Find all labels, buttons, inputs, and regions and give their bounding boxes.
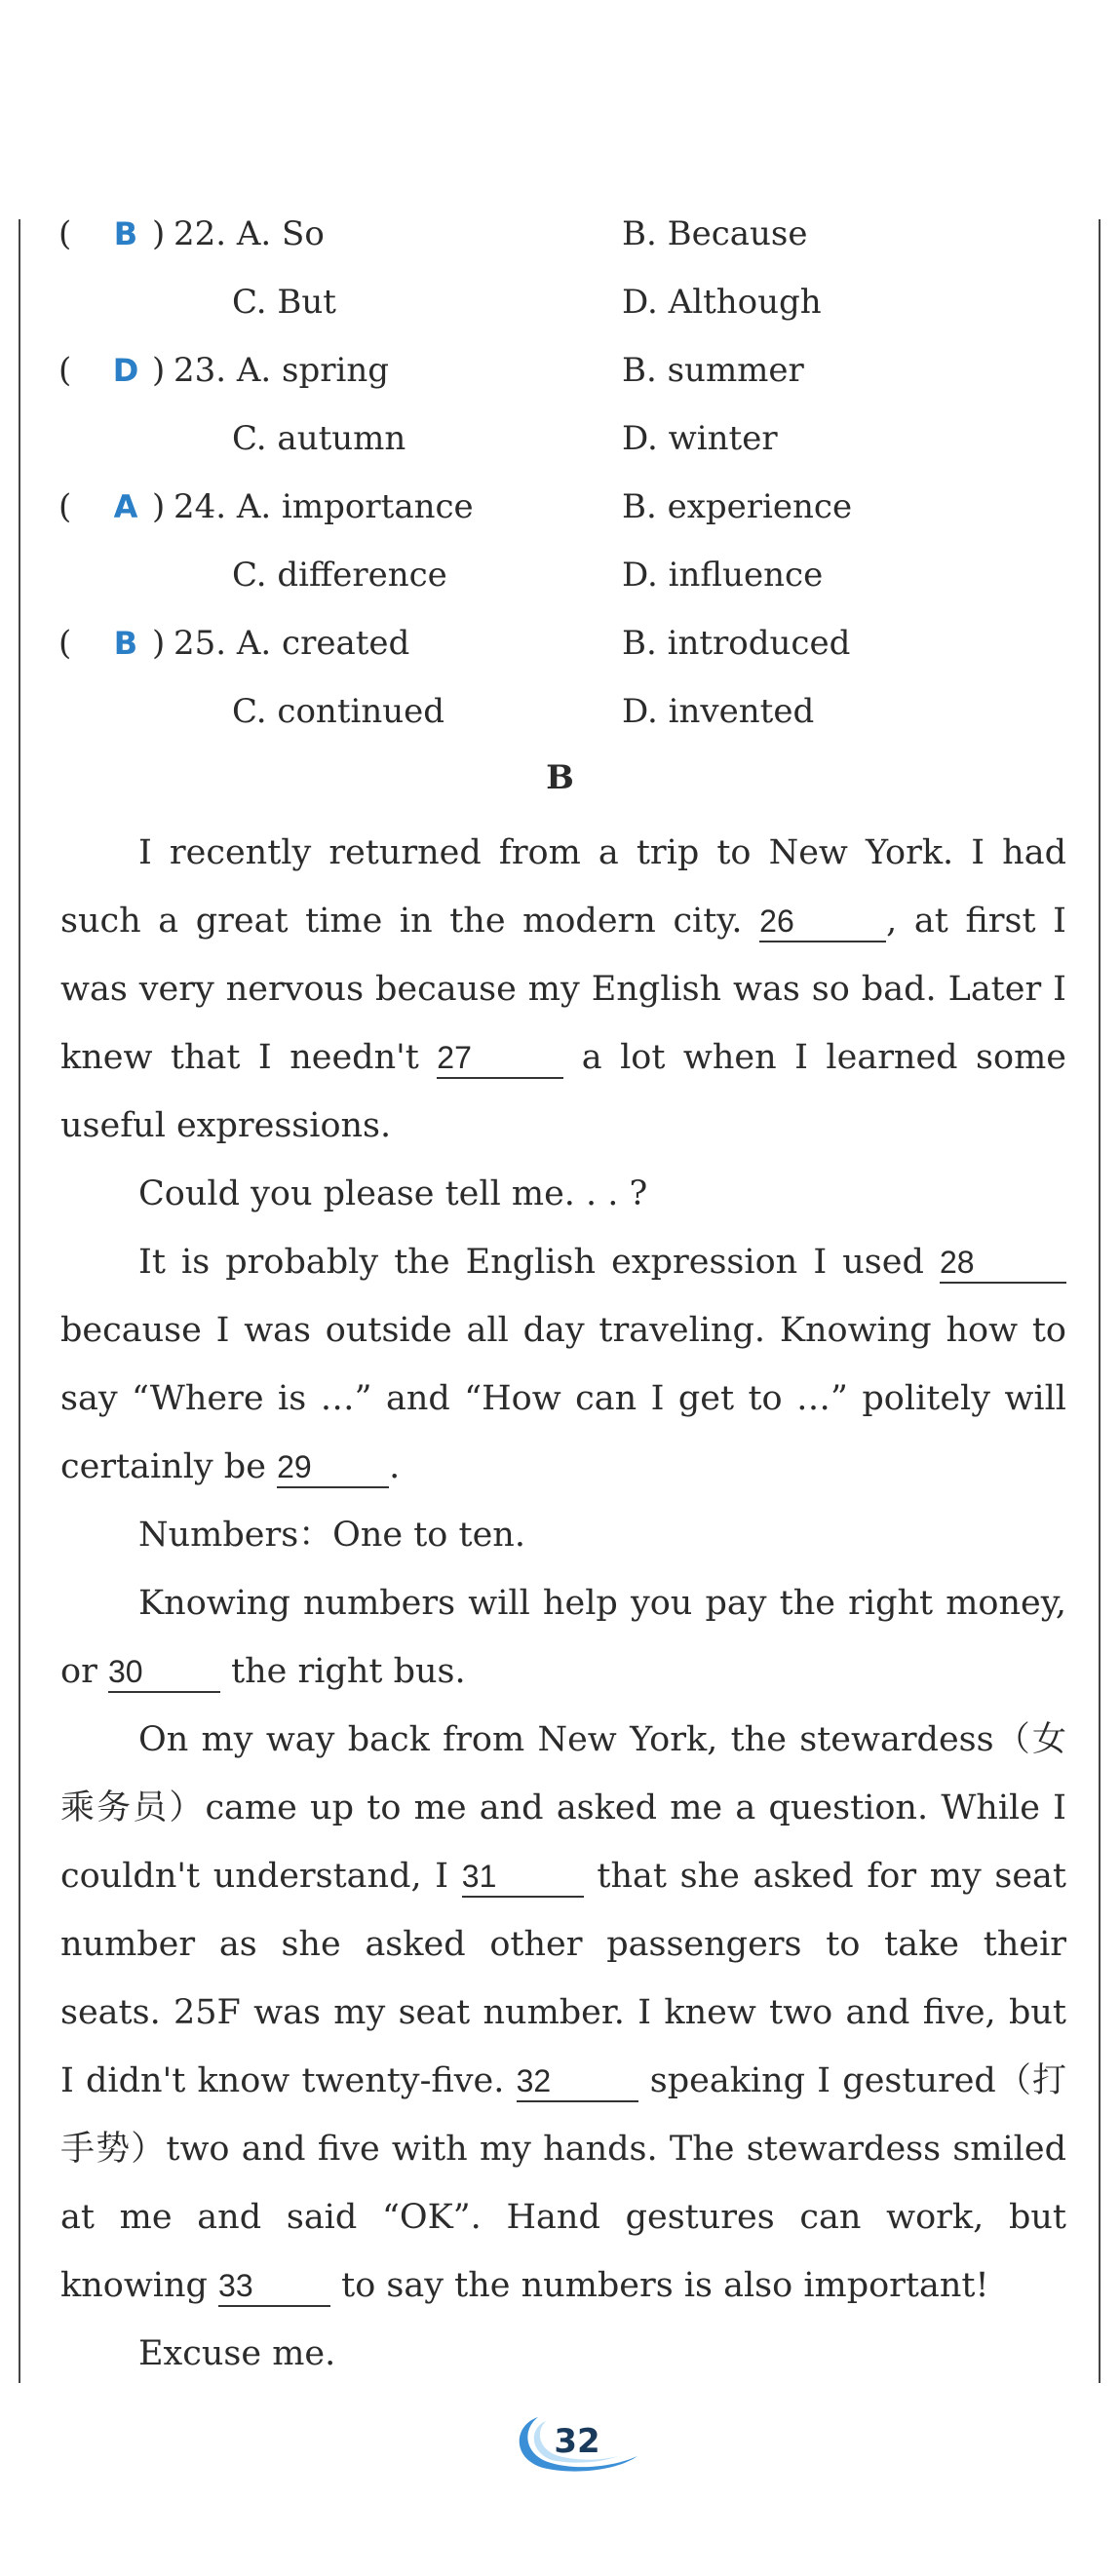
text: because I was outside all day traveling. Knowing how to say “Where is …” and “How can I get to …” politely will certainly be	[60, 1311, 1066, 1486]
close-paren: )	[152, 487, 166, 526]
left-margin-rule	[19, 219, 20, 2383]
text: .	[389, 1447, 401, 1486]
answer-25: B	[113, 625, 138, 662]
blank-28: 28	[940, 1243, 1066, 1284]
paragraph-5	[60, 1569, 1066, 1706]
option-23-c: C. autumn	[232, 419, 406, 458]
option-22-a: 22. A. So	[174, 214, 325, 253]
option-24-d: D. influence	[622, 556, 824, 595]
paragraph-3	[60, 1228, 1066, 1501]
text: that she asked for my seat number as she asked other passengers to take their seats. 25F was my seat number. I knew two and five, but I didn't know twenty-five.	[60, 1857, 1066, 2100]
text: to say the numbers is also important!	[330, 2266, 989, 2305]
option-24-c: C. difference	[232, 556, 447, 595]
blank-29: 29	[277, 1447, 389, 1488]
reading-passage	[60, 819, 1066, 2388]
text: the right bus.	[219, 1652, 466, 1691]
text: a lot when I learned some useful expressions.	[60, 1038, 1066, 1145]
right-margin-rule	[1099, 219, 1101, 2383]
option-23-d: D. winter	[622, 419, 778, 458]
blank-30: 30	[108, 1652, 220, 1693]
paragraph-6	[60, 1706, 1066, 2320]
paragraph-7: Excuse me.	[138, 2334, 336, 2373]
page-number-badge	[509, 2407, 645, 2476]
blank-31: 31	[462, 1857, 584, 1898]
close-paren: )	[152, 214, 166, 253]
open-paren: (	[58, 624, 72, 663]
option-25-a: 25. A. created	[174, 624, 410, 663]
option-23-a: 23. A. spring	[174, 351, 390, 390]
text: speaking I gestured（打手势）two and five with my hands. The stewardess smiled at me and said “OK”. Hand gestures can work, but knowing	[60, 2061, 1066, 2305]
option-24-a: 24. A. importance	[174, 487, 474, 526]
option-25-b: B. introduced	[622, 624, 851, 663]
paragraph-4: Numbers：One to ten.	[138, 1516, 525, 1555]
answer-24: A	[113, 488, 138, 525]
blank-33: 33	[218, 2266, 330, 2307]
open-paren: (	[58, 487, 72, 526]
paragraph-2: Could you please tell me. . . ?	[138, 1174, 648, 1213]
option-22-b: B. Because	[622, 214, 808, 253]
blank-32: 32	[517, 2061, 638, 2102]
page-number: 32	[554, 2422, 600, 2461]
close-paren: )	[152, 351, 166, 390]
open-paren: (	[58, 351, 72, 390]
option-22-c: C. But	[232, 283, 336, 322]
option-25-c: C. continued	[232, 692, 445, 731]
open-paren: (	[58, 214, 72, 253]
blank-27: 27	[437, 1038, 563, 1079]
section-title: B	[546, 758, 574, 797]
paragraph-1	[60, 819, 1066, 1160]
text: It is probably the English expression I used	[138, 1243, 940, 1282]
text: , at first I was very nervous because my English was so bad. Later I knew that I needn't	[60, 902, 1066, 1077]
answer-22: B	[113, 215, 138, 252]
option-25-d: D. invented	[622, 692, 815, 731]
text: I recently returned from a trip to New York. I had such a great time in the modern city.	[60, 833, 1066, 941]
text: Knowing numbers will help you pay the right money, or	[60, 1584, 1066, 1691]
option-22-d: D. Although	[622, 283, 822, 322]
answer-23: D	[112, 352, 139, 389]
close-paren: )	[152, 624, 166, 663]
text: On my way back from New York, the stewardess（女乘务员）came up to me and asked me a question. While I couldn't understand, I	[60, 1720, 1066, 1896]
option-24-b: B. experience	[622, 487, 853, 526]
option-23-b: B. summer	[622, 351, 804, 390]
blank-26: 26	[759, 902, 886, 942]
